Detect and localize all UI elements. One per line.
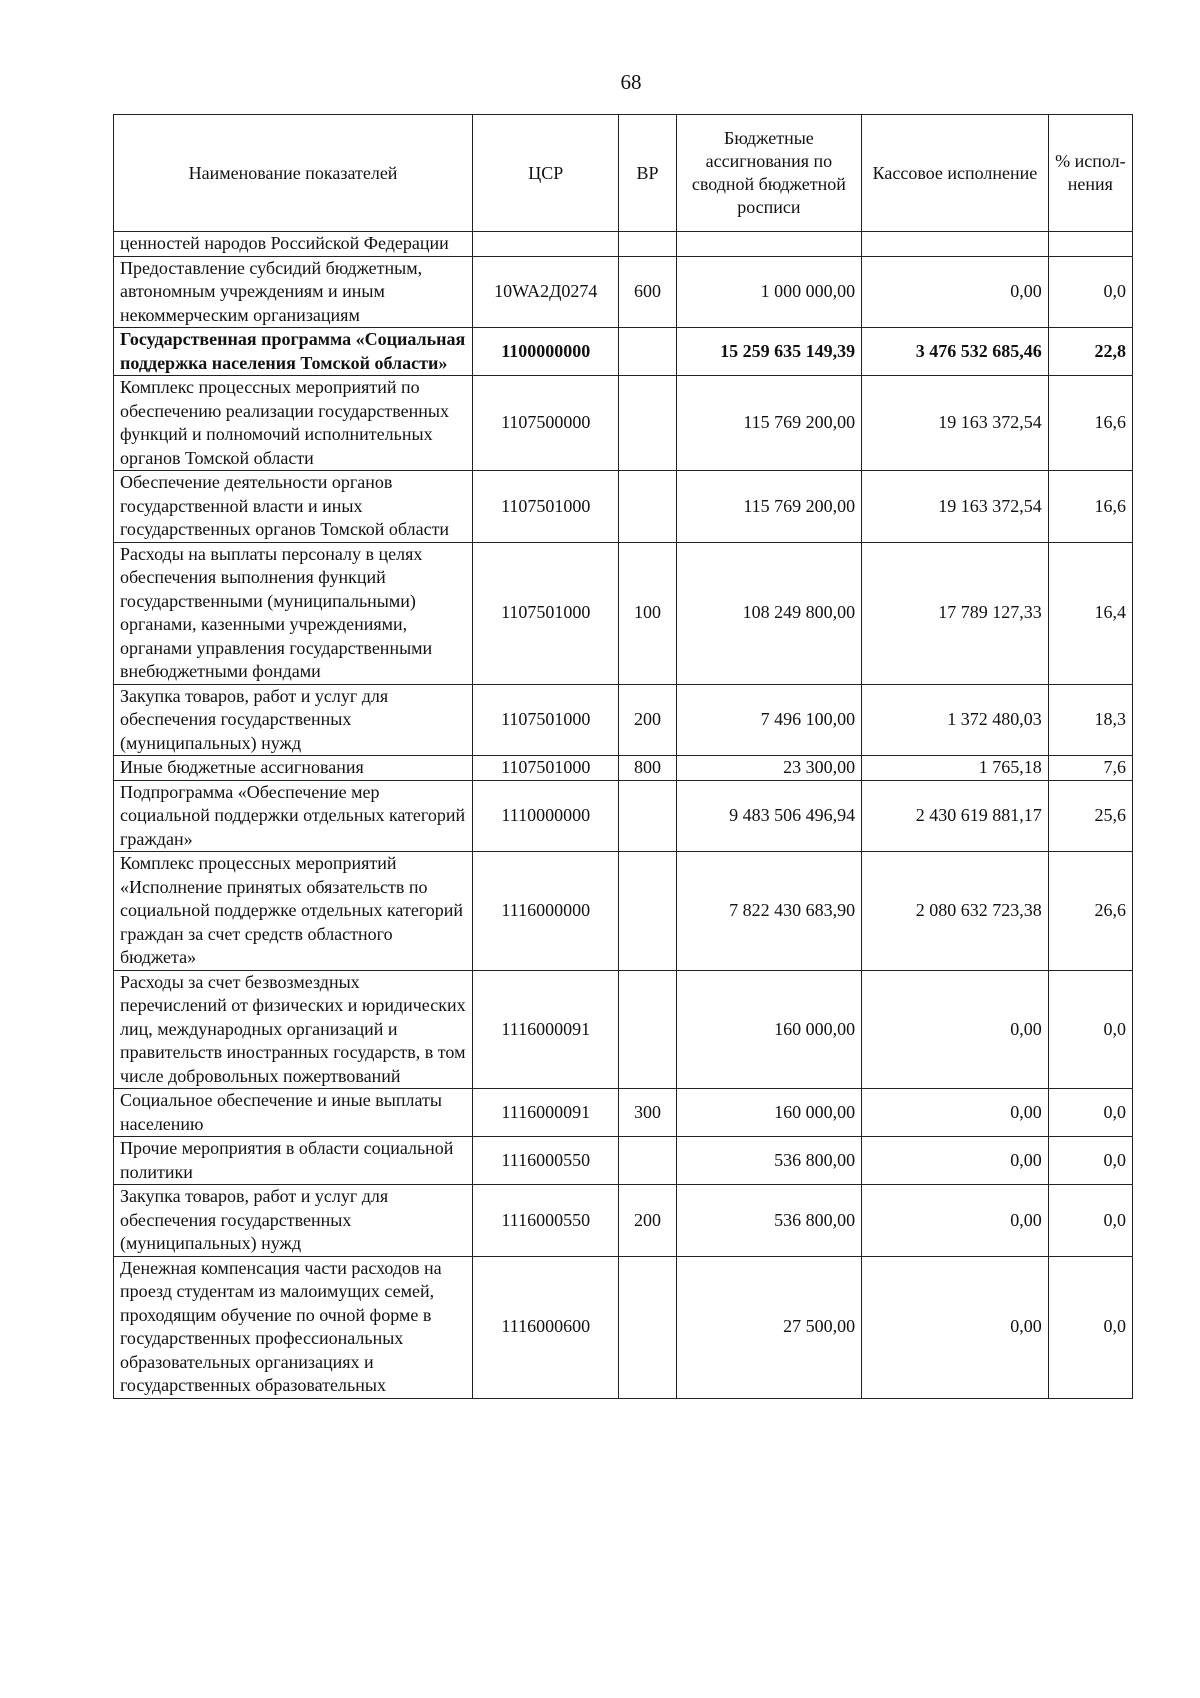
table-row [114,471,1133,543]
row-vr [619,970,676,1089]
row-csr: 1110000000 [473,780,619,852]
table-row [114,756,1133,781]
row-allocations: 536 800,00 [676,1185,862,1257]
row-name: Закупка товаров, работ и услуг для обеспечения государственных (муниципальных) нужд [114,684,473,756]
row-allocations: 160 000,00 [676,970,862,1089]
table-row [114,780,1133,852]
row-allocations: 1 000 000,00 [676,256,862,328]
row-cash: 0,00 [862,256,1049,328]
row-cash [862,232,1049,257]
table-row [114,542,1133,684]
row-allocations: 7 822 430 683,90 [676,852,862,971]
row-csr: 1116000091 [473,970,619,1089]
table-row [114,1089,1133,1137]
row-cash: 0,00 [862,970,1049,1089]
table-row [114,232,1133,257]
row-name: Закупка товаров, работ и услуг для обеспечения государственных (муниципальных) нужд [114,1185,473,1257]
row-vr [619,852,676,971]
row-csr [473,232,619,257]
row-vr [619,232,676,257]
row-allocations: 23 300,00 [676,756,862,781]
row-name: Предоставление субсидий бюджетным, автономным учреждениям и иным некоммерческим организациям [114,256,473,328]
row-csr: 1100000000 [473,328,619,376]
row-cash: 0,00 [862,1089,1049,1137]
row-percent: 22,8 [1048,328,1132,376]
header-vr: ВР [619,115,676,232]
header-cash: Кассовое исполнение [862,115,1049,232]
row-allocations: 27 500,00 [676,1256,862,1398]
table-row [114,684,1133,756]
row-percent: 26,6 [1048,852,1132,971]
row-csr: 1107500000 [473,376,619,471]
row-name: Государственная программа «Социальная поддержка населения Томской области» [114,328,473,376]
row-percent: 0,0 [1048,1185,1132,1257]
row-percent: 25,6 [1048,780,1132,852]
table-row [114,1185,1133,1257]
row-cash: 2 080 632 723,38 [862,852,1049,971]
row-vr: 200 [619,684,676,756]
row-allocations: 115 769 200,00 [676,376,862,471]
row-name: Денежная компенсация части расходов на проезд студентам из малоимущих семей, проходящим обучение по очной форме в государственных профессиональных образовательных организациях и государственных образовательных [114,1256,473,1398]
row-vr [619,1256,676,1398]
row-vr [619,471,676,543]
row-percent: 0,0 [1048,1137,1132,1185]
row-csr: 1116000600 [473,1256,619,1398]
row-allocations: 108 249 800,00 [676,542,862,684]
header-name: Наименование показателей [114,115,473,232]
row-cash: 0,00 [862,1137,1049,1185]
row-allocations: 115 769 200,00 [676,471,862,543]
row-percent: 16,6 [1048,376,1132,471]
row-cash: 2 430 619 881,17 [862,780,1049,852]
row-name: Подпрограмма «Обеспечение мер социальной поддержки отдельных категорий граждан» [114,780,473,852]
row-cash: 0,00 [862,1256,1049,1398]
table-row [114,376,1133,471]
row-allocations: 7 496 100,00 [676,684,862,756]
row-percent: 18,3 [1048,684,1132,756]
row-name: Комплекс процессных мероприятий «Исполнение принятых обязательств по социальной поддержке отдельных категорий граждан за счет средств областного бюджета» [114,852,473,971]
row-allocations: 536 800,00 [676,1137,862,1185]
table-header-row [114,115,1133,232]
row-vr: 300 [619,1089,676,1137]
row-cash: 1 765,18 [862,756,1049,781]
row-percent: 0,0 [1048,1256,1132,1398]
row-name: Прочие мероприятия в области социальной политики [114,1137,473,1185]
row-allocations: 9 483 506 496,94 [676,780,862,852]
row-vr: 800 [619,756,676,781]
row-cash: 19 163 372,54 [862,376,1049,471]
table-row [114,970,1133,1089]
row-csr: 1107501000 [473,471,619,543]
row-csr: 1107501000 [473,684,619,756]
row-percent: 16,6 [1048,471,1132,543]
table-row [114,852,1133,971]
row-vr [619,328,676,376]
row-vr: 600 [619,256,676,328]
table-row [114,328,1133,376]
row-cash: 17 789 127,33 [862,542,1049,684]
header-percent: % испол-нения [1048,115,1132,232]
row-vr [619,780,676,852]
row-vr [619,1137,676,1185]
page-number: 68 [620,70,642,94]
row-vr [619,376,676,471]
row-percent: 0,0 [1048,1089,1132,1137]
row-percent [1048,232,1132,257]
row-allocations: 160 000,00 [676,1089,862,1137]
row-vr: 100 [619,542,676,684]
row-csr: 10WA2Д0274 [473,256,619,328]
header-allocations: Бюджетные ассигнования по сводной бюджетной росписи [676,115,862,232]
row-cash: 0,00 [862,1185,1049,1257]
table-row [114,1256,1133,1398]
table-row [114,256,1133,328]
row-percent: 0,0 [1048,256,1132,328]
row-cash: 3 476 532 685,46 [862,328,1049,376]
row-name: Комплекс процессных мероприятий по обеспечению реализации государственных функций и полномочий исполнительных органов Томской области [114,376,473,471]
budget-table [113,114,1133,1399]
row-csr: 1116000550 [473,1185,619,1257]
row-csr: 1116000550 [473,1137,619,1185]
row-name: Расходы на выплаты персоналу в целях обеспечения выполнения функций государственными (муниципальными) органами, казенными учреждениями, органами управления государственными внебюджетными фондами [114,542,473,684]
header-csr: ЦСР [473,115,619,232]
row-cash: 19 163 372,54 [862,471,1049,543]
row-percent: 16,4 [1048,542,1132,684]
row-allocations: 15 259 635 149,39 [676,328,862,376]
row-csr: 1107501000 [473,542,619,684]
row-csr: 1107501000 [473,756,619,781]
row-percent: 7,6 [1048,756,1132,781]
row-vr: 200 [619,1185,676,1257]
row-name: Социальное обеспечение и иные выплаты населению [114,1089,473,1137]
row-csr: 1116000091 [473,1089,619,1137]
row-percent: 0,0 [1048,970,1132,1089]
row-name: Обеспечение деятельности органов государственной власти и иных государственных органов Томской области [114,471,473,543]
row-name: Расходы за счет безвозмездных перечислений от физических и юридических лиц, международных организаций и правительств иностранных государств, в том числе добровольных пожертвований [114,970,473,1089]
row-allocations [676,232,862,257]
table-body [114,232,1133,1399]
row-cash: 1 372 480,03 [862,684,1049,756]
row-name: Иные бюджетные ассигнования [114,756,473,781]
table-row [114,1137,1133,1185]
row-csr: 1116000000 [473,852,619,971]
row-name: ценностей народов Российской Федерации [114,232,473,257]
